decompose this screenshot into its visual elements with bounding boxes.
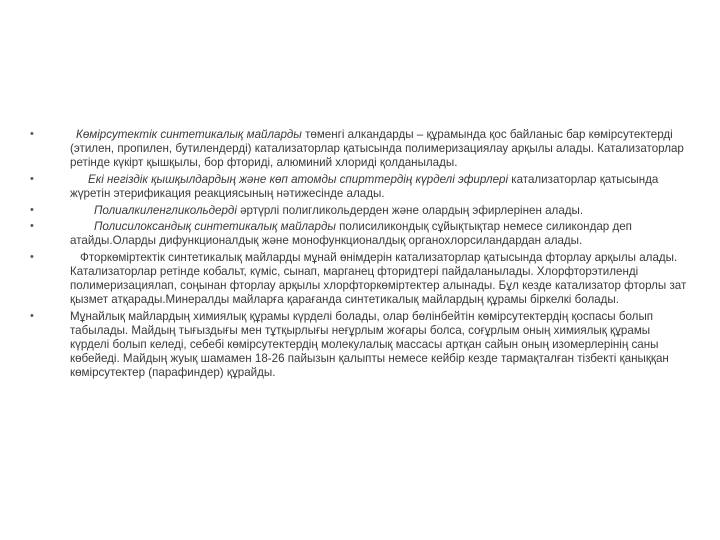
- bullet-icon: •: [30, 128, 34, 140]
- list-item: [30, 204, 690, 218]
- bullet-lead-space: [70, 220, 94, 233]
- bullet-text: Фторкөміртектік синтетикалық майларды мұнай өнімдерін катализаторлар қатысында фторлау арқылы алады. Катализаторлар ретінде кобальт, күміс, сынап, марганец фторидтері пайдаланылады. Хлорфторэтиленді полимеризациялап, соңынан фторлау арқылы хлорфторкөміртектер алынады. Бұл кезде катализатор фторлы зат қызмет атқарады.Минералды майларға қарағанда синтетикалық майлардың құрамы біркелкі болады.: [70, 251, 687, 306]
- bullet-term: Полиалкиленгликольдерді: [94, 203, 237, 217]
- bullet-text: катализаторлар қатысында жүретін этерификация реакциясының нәтижесінде алады.: [70, 172, 659, 200]
- bullet-term: Көмірсутектік синтетикалық майларды: [76, 128, 302, 141]
- list-item: [30, 251, 690, 307]
- list-item: [30, 128, 690, 170]
- bullet-list: [30, 128, 690, 379]
- bullet-lead-space: [70, 173, 88, 186]
- bullet-lead-space: [70, 251, 80, 264]
- list-item: [30, 220, 690, 248]
- list-item: [30, 173, 690, 201]
- bullet-text: Мұнайлық майлардың химиялық құрамы күрделі болады, олар бөлінбейтін көмірсутектердің қоспасы болып табылады. Майдың тығыздығы мен тұтқырлығы неғұрлым жоғары болса, соғұрлым оның химиялық құрамы күрделі болып келеді, себебі көмірсутектердің молекулалық массасы артқан сайын оның изомерлерінің саны көбейеді. Майдың жуық шамамен 18-26 пайызын қалыпты немесе кейбір кезде тармақталған тізбекті қаныққан көмірсутектер (парафиндер) құрайды.: [70, 309, 669, 379]
- bullet-term: Полисилоксандық синтетикалық майларды: [94, 220, 336, 234]
- bullet-icon: •: [30, 220, 34, 233]
- bullet-icon: •: [30, 172, 34, 185]
- slide-body: [30, 128, 690, 382]
- bullet-icon: •: [30, 251, 34, 264]
- bullet-lead-space: [70, 204, 94, 217]
- bullet-icon: •: [30, 203, 34, 216]
- bullet-text: полисиликондық сұйықтықтар немесе силикондар деп атайды.Оларды дифункционалдық және монофункционалдық органохлорсиландардан алады.: [70, 220, 632, 248]
- bullet-text: әртүрлі полигликольдерден және олардың эфирлерінен алады.: [236, 203, 584, 217]
- bullet-text: төменгі алкандарды – құрамында қос байланыс бар көмірсутектерді (этилен, пропилен, бутилендерді) катализаторлар қатысында полимеризациялау арқылы алады. Катализаторлар ретінде күкірт қышқылы, бор фториді, алюминий хлориді қолданылады.: [70, 128, 684, 169]
- bullet-term: Екі негіздік қышқылдардың және көп атомды спирттердің күрделі эфирлері: [88, 172, 509, 186]
- bullet-icon: •: [30, 309, 34, 322]
- list-item: [30, 310, 690, 380]
